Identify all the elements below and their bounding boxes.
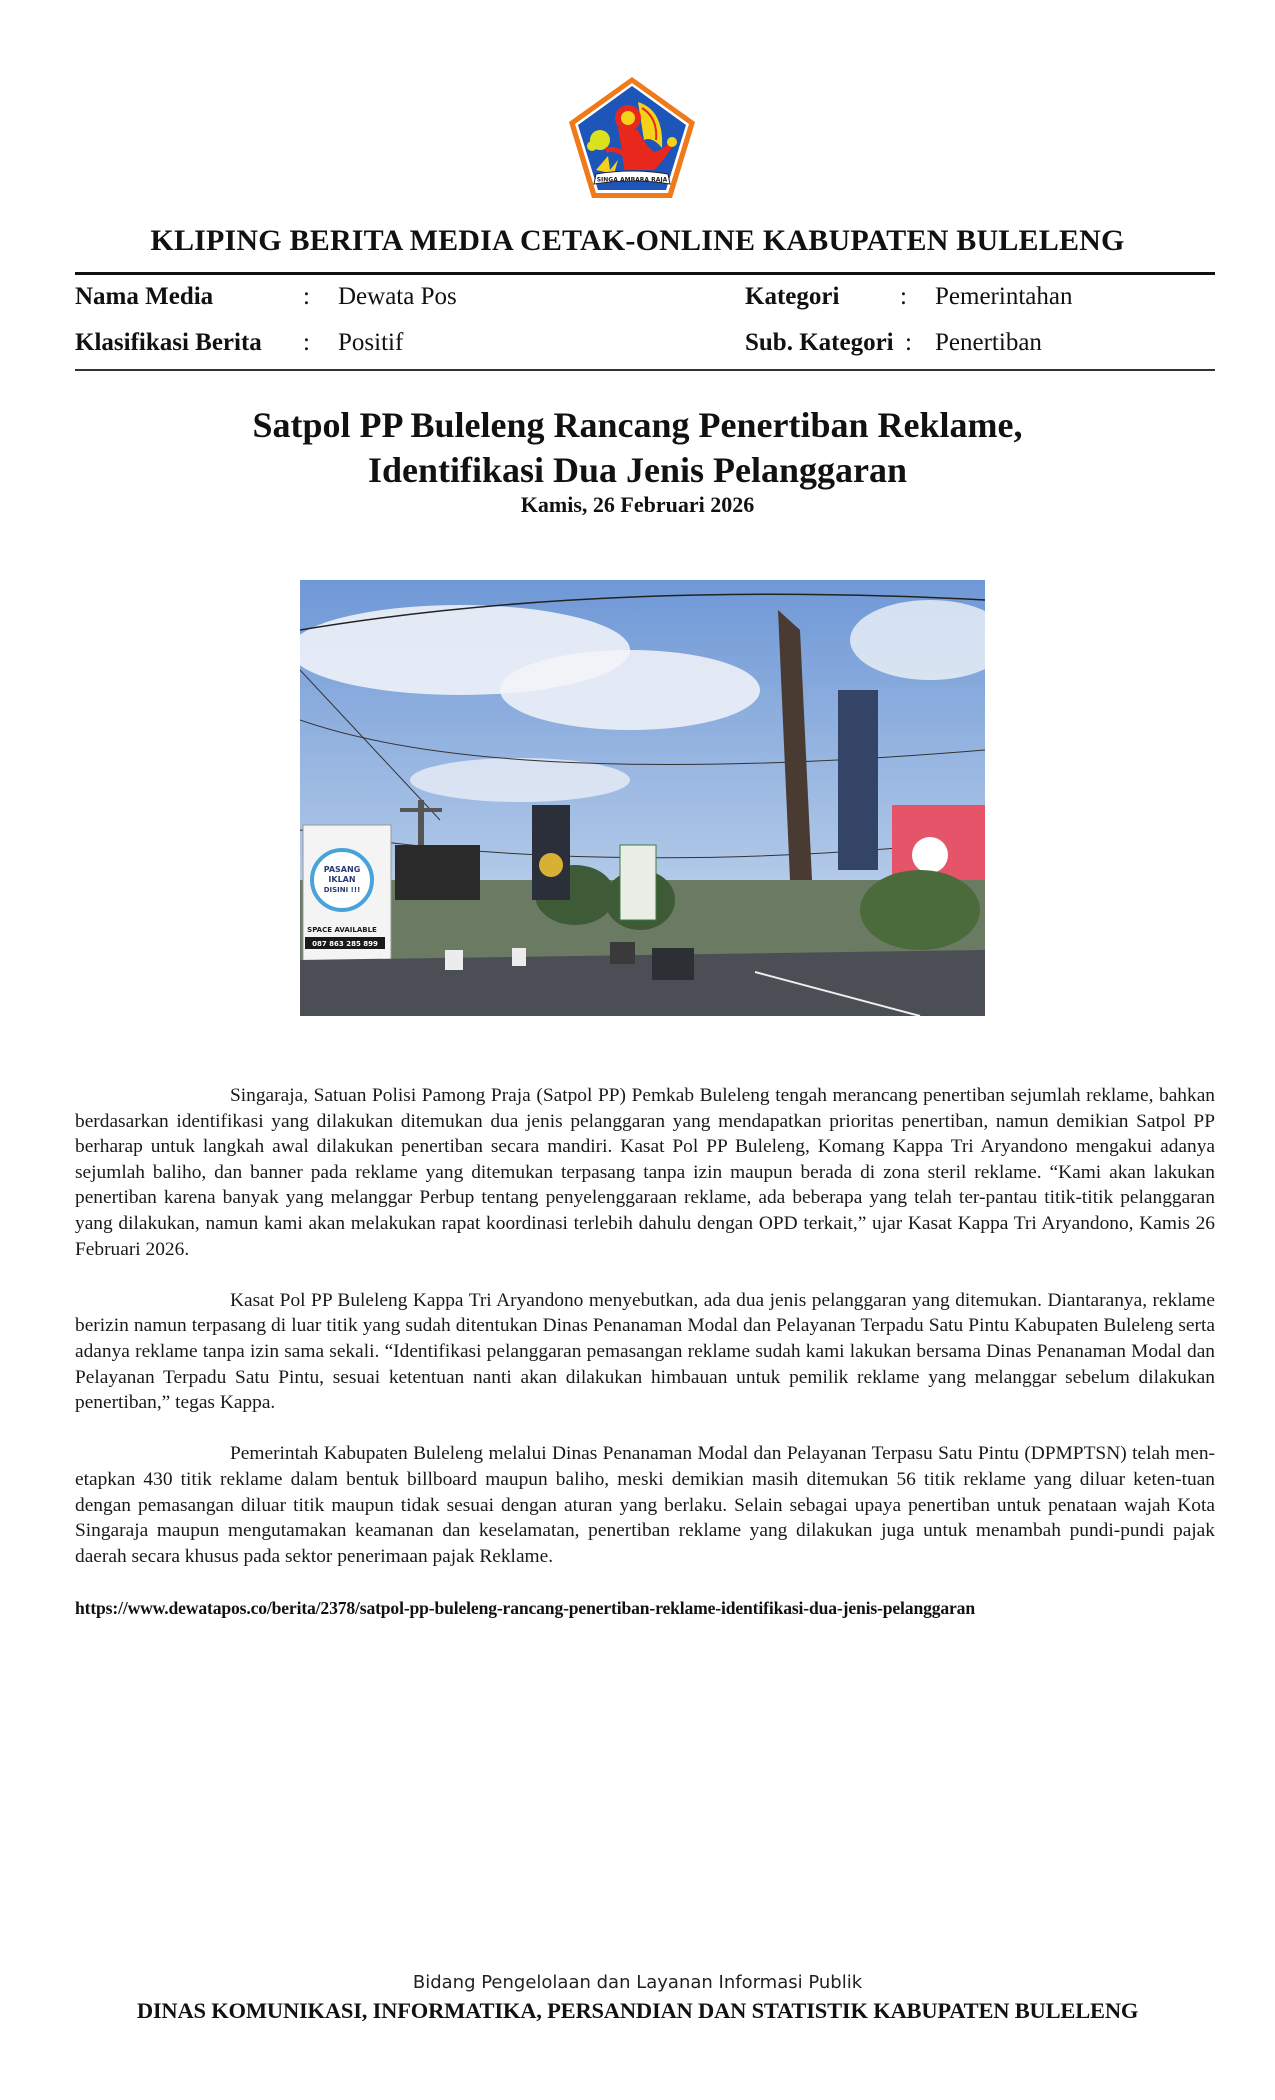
article-paragraph-1: Singaraja, Satuan Polisi Pamong Praja (Satpol PP) Pemkab Buleleng tengah merancang penertiban sejumlah reklame, bahkan berdasarkan identifikasi yang dilakukan ditemukan dua jenis pelanggaran yang mendapatkan prioritas penertiban, namun demikian Satpol PP berharap untuk langkah awal dilakukan penertiban secara mandiri. Kasat Pol PP Buleleng, Komang Kappa Tri Aryandono mengakui adanya sejumlah baliho, dan banner pada reklame yang ditemukan terpasang tanpa izin maupun berada di zona steril reklame. “Kami akan lakukan penertiban karena banyak yang melanggar Perbup tentang penyelenggaraan reklame, ada beberapa yang telah ter-pantau titik-titik pelanggaran yang dilakukan, namun kami akan melakukan rapat koordinasi terlebih dahulu dengan OPD terkait,” ujar Kasat Kappa Tri Aryandono, Kamis 26 Februari 2026. <box>75 1085 1215 1260</box>
category-label: Kategori <box>745 283 840 310</box>
classification-colon: : <box>303 329 310 356</box>
subcategory-label: Sub. Kategori <box>745 329 894 356</box>
footer-division: Bidang Pengelolaan dan Layanan Informasi Publik <box>412 1972 863 1993</box>
photo-billboard-text-4: SPACE AVAILABLE <box>307 926 377 934</box>
logo-motto: SINGA AMBARA RAJA <box>596 176 668 184</box>
article-body <box>75 1083 1215 1595</box>
article-headline <box>0 403 1275 493</box>
photo-billboard-text-5: 087 863 285 899 <box>312 940 378 948</box>
article-date: Kamis, 26 Februari 2026 <box>520 492 755 517</box>
buleleng-regency-logo <box>566 74 698 202</box>
photo-billboard-text-1: PASANG <box>323 865 361 874</box>
classification-value: Positif <box>338 329 404 356</box>
photo-billboard-text-3: DISINI !!! <box>323 886 361 894</box>
photo-billboard-text-2: IKLAN <box>328 875 356 884</box>
media-name-colon: : <box>303 283 310 310</box>
article-paragraph-2: Kasat Pol PP Buleleng Kappa Tri Aryandono menyebutkan, ada dua jenis pelanggaran yang ditemukan. Diantaranya, reklame berizin namun terpasang di luar titik yang sudah ditentukan Dinas Penanaman Modal dan Pelayanan Terpadu Satu Pintu Kabupaten Buleleng serta adanya reklame tanpa izin sama sekali. “Identifikasi pelanggaran pemasangan reklame sudah kami lakukan bersama Dinas Penanaman Modal dan Pelayanan Terpadu Satu Pintu, sesuai ketentuan nanti akan dilakukan himbauan untuk pemilik reklame yang melanggar sebelum dilakukan penertiban,” tegas Kappa. <box>75 1289 1215 1414</box>
media-name-label: Nama Media <box>75 283 214 310</box>
article-photo <box>300 580 985 1016</box>
header-bottom-rule <box>75 369 1215 371</box>
footer-agency: DINAS KOMUNIKASI, INFORMATIKA, PERSANDIAN DAN STATISTIK KABUPATEN BULELENG <box>136 1998 1139 2023</box>
header-top-rule <box>75 272 1215 275</box>
document-title: KLIPING BERITA MEDIA CETAK-ONLINE KABUPATEN BULELENG <box>150 224 1125 257</box>
subcategory-value: Penertiban <box>935 329 1042 356</box>
classification-label: Klasifikasi Berita <box>75 329 262 356</box>
media-name-value: Dewata Pos <box>338 283 457 310</box>
article-paragraph-3: Pemerintah Kabupaten Buleleng melalui Dinas Penanaman Modal dan Pelayanan Terpasu Satu Pintu (DPMPTSN) telah men-etapkan 430 titik reklame dalam bentuk billboard maupun baliho, meski demikian masih ditemukan 56 titik reklame yang diluar keten-tuan dengan pemasangan diluar titik maupun tidak sesuai dengan aturan yang berlaku. Selain sebagai upaya penertiban untuk penataan wajah Kota Singaraja maupun mengutamakan keamanan dan keselamatan, penertiban reklame yang dilakukan juga untuk menambah pundi-pundi pajak daerah secara khusus pada sektor penerimaan pajak Reklame. <box>75 1443 1215 1567</box>
subcategory-colon: : <box>905 329 912 356</box>
category-value: Pemerintahan <box>935 283 1073 310</box>
headline-line-2: Identifikasi Dua Jenis Pelanggaran <box>367 450 908 490</box>
source-url-link[interactable]: https://www.dewatapos.co/berita/2378/satpol-pp-buleleng-rancang-penertiban-reklame-identifikasi-dua-jenis-pelanggaran <box>75 1598 975 1618</box>
category-colon: : <box>900 283 907 310</box>
headline-line-1: Satpol PP Buleleng Rancang Penertiban Reklame, <box>252 405 1023 445</box>
